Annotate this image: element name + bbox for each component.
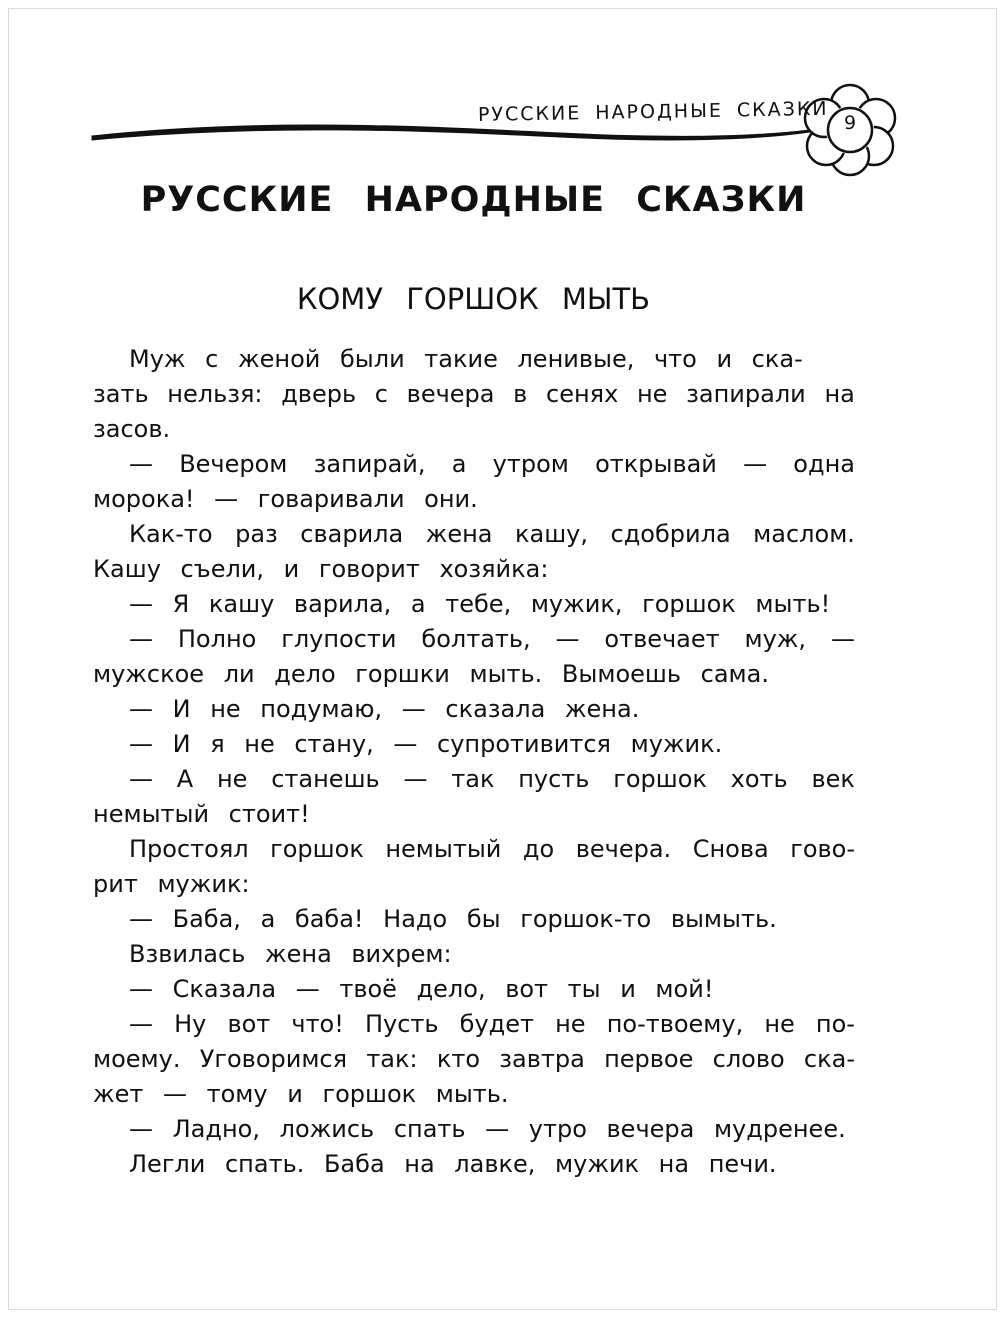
- header-decoration: [0, 0, 1007, 190]
- text-line: — Я кашу варила, а тебе, мужик, горшок мыть!: [129, 590, 831, 618]
- running-header: [0, 0, 1007, 190]
- text-line: [93, 447, 855, 482]
- word: не: [216, 765, 248, 793]
- word: открывай: [595, 450, 717, 478]
- word: запирай,: [313, 450, 426, 478]
- text-line: [93, 517, 855, 552]
- word: слово: [712, 1045, 785, 1073]
- word: кашу,: [515, 520, 589, 548]
- word: сенях: [546, 380, 619, 408]
- word: вот: [227, 1010, 271, 1038]
- word: —: [830, 625, 855, 653]
- word: на: [824, 380, 855, 408]
- word: —: [555, 625, 580, 653]
- word: так:: [366, 1045, 418, 1073]
- word: болтать,: [421, 625, 531, 653]
- word: завтра: [499, 1045, 585, 1073]
- word: Уговоримся: [199, 1045, 348, 1073]
- word: дверь: [281, 380, 357, 408]
- word: Как-то: [129, 520, 213, 548]
- text-line: [93, 762, 855, 797]
- word: кто: [436, 1045, 481, 1073]
- word: —: [743, 450, 768, 478]
- word: пусть: [518, 765, 590, 793]
- story-title: КОМУ ГОРШОК МЫТЬ: [296, 282, 651, 316]
- word: хоть: [730, 765, 788, 793]
- word: Вечером: [179, 450, 288, 478]
- word: вечера: [406, 380, 495, 408]
- word: Снова: [692, 835, 769, 863]
- word: Пусть: [364, 1010, 439, 1038]
- header-swoosh-line: [92, 125, 810, 140]
- word: а: [451, 450, 467, 478]
- text-line: мужское ли дело горшки мыть. Вымоешь сама.: [93, 660, 769, 688]
- word: Простоял: [129, 835, 249, 863]
- text-line: Взвилась жена вихрем:: [129, 940, 452, 968]
- word: —: [129, 450, 153, 478]
- word: раз: [235, 520, 278, 548]
- word: до: [522, 835, 555, 863]
- word: жена: [425, 520, 493, 548]
- text-line: — Баба, а баба! Надо бы горшок-то вымыть.: [129, 905, 777, 933]
- word: немытый: [385, 835, 502, 863]
- word: век: [811, 765, 855, 793]
- text-line: [93, 1042, 855, 1077]
- text-line: — И не подумаю, — сказала жена.: [129, 695, 640, 723]
- word: Ну: [174, 1010, 207, 1038]
- word: —: [129, 1010, 153, 1038]
- word: что!: [291, 1010, 344, 1038]
- word: станешь: [271, 765, 380, 793]
- word: глупости: [281, 625, 397, 653]
- word: —: [129, 625, 153, 653]
- word: нельзя:: [167, 380, 263, 408]
- text-line: Кашу съели, и говорит хозяйка:: [93, 555, 549, 583]
- word: одна: [793, 450, 855, 478]
- text-line: морока! — говаривали они.: [93, 485, 478, 513]
- word: зать: [93, 380, 149, 408]
- word: горшок: [613, 765, 707, 793]
- word: первое: [604, 1045, 694, 1073]
- word: по-твоему,: [606, 1010, 744, 1038]
- story-text: [93, 342, 855, 1182]
- word: не: [636, 380, 668, 408]
- word: маслом.: [753, 520, 855, 548]
- word: будет: [459, 1010, 534, 1038]
- word: —: [129, 765, 153, 793]
- word: не: [764, 1010, 795, 1038]
- word: гово-: [790, 835, 855, 863]
- word: горшок: [270, 835, 364, 863]
- word: утром: [492, 450, 569, 478]
- word: ска-: [803, 1045, 855, 1073]
- text-line: — Ладно, ложись спать — утро вечера мудренее.: [129, 1115, 846, 1143]
- text-line: [93, 377, 855, 412]
- word: сварила: [300, 520, 404, 548]
- text-line: Муж с женой были такие ленивые, что и ска-: [129, 345, 803, 373]
- text-line: — Сказала — твоё дело, вот ты и мой!: [129, 975, 714, 1003]
- text-line: — И я не стану, — супротивится мужик.: [129, 730, 723, 758]
- running-title: РУССКИЕ НАРОДНЫЕ СКАЗКИ: [477, 97, 829, 126]
- section-title: РУССКИЕ НАРОДНЫЕ СКАЗКИ: [140, 180, 807, 220]
- word: запирали: [686, 380, 806, 408]
- text-line: рит мужик:: [93, 870, 250, 898]
- text-line: [93, 622, 855, 657]
- word: А: [176, 765, 194, 793]
- text-line: засов.: [93, 415, 171, 443]
- word: сдобрила: [610, 520, 731, 548]
- text-line: [93, 832, 855, 867]
- word: вечера.: [575, 835, 672, 863]
- word: по-: [815, 1010, 855, 1038]
- text-line: немытый стоит!: [93, 800, 310, 828]
- word: моему.: [93, 1045, 181, 1073]
- word: —: [403, 765, 428, 793]
- word: не: [555, 1010, 586, 1038]
- word: отвечает: [604, 625, 720, 653]
- word: с: [374, 380, 388, 408]
- text-line: жет — тому и горшок мыть.: [93, 1080, 509, 1108]
- word: Полно: [177, 625, 257, 653]
- text-line: Легли спать. Баба на лавке, мужик на печи.: [129, 1150, 777, 1178]
- word: так: [451, 765, 495, 793]
- word: в: [513, 380, 528, 408]
- text-line: [93, 1007, 855, 1042]
- page-number: 9: [843, 112, 857, 134]
- word: муж,: [744, 625, 807, 653]
